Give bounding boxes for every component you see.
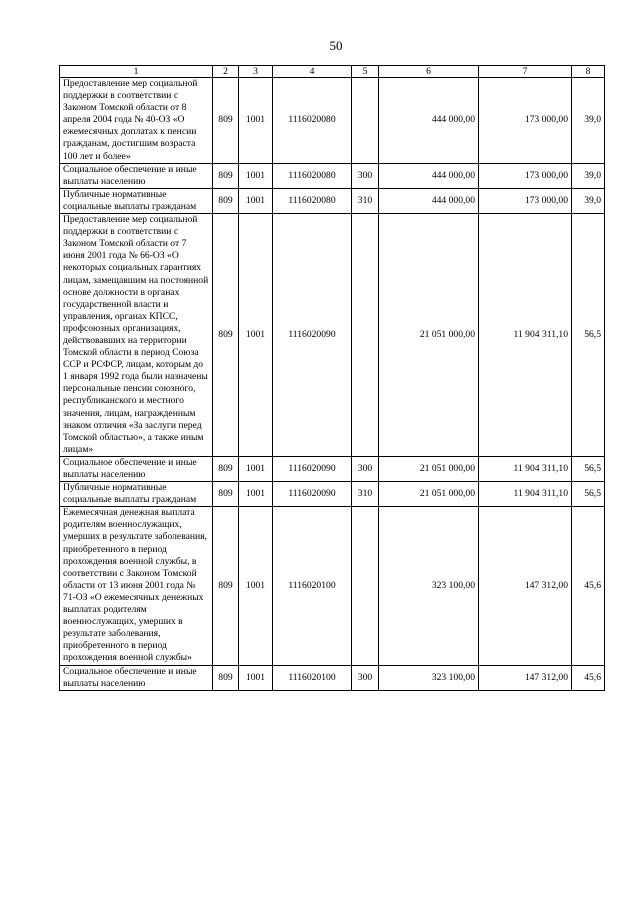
cell-c7: 147 312,00 [479, 507, 572, 665]
cell-c2: 809 [213, 482, 239, 507]
cell-c2: 809 [213, 188, 239, 213]
cell-c8: 39,0 [572, 163, 605, 188]
column-header: 5 [352, 66, 379, 78]
cell-c8: 39,0 [572, 78, 605, 164]
cell-c4: 1116020080 [273, 78, 352, 164]
cell-c5: 300 [352, 665, 379, 690]
cell-c6: 323 100,00 [379, 665, 479, 690]
cell-c7: 173 000,00 [479, 163, 572, 188]
table-row [60, 214, 605, 457]
cell-c4: 1116020090 [273, 482, 352, 507]
row-name: Социальное обеспечение и иные выплаты населению [60, 456, 213, 481]
cell-c8: 56,5 [572, 214, 605, 457]
cell-c8: 39,0 [572, 188, 605, 213]
page-number: 50 [329, 38, 343, 53]
cell-c6: 21 051 000,00 [379, 482, 479, 507]
cell-c5 [352, 78, 379, 164]
cell-c5 [352, 214, 379, 457]
cell-c8: 45,6 [572, 665, 605, 690]
cell-c5: 310 [352, 482, 379, 507]
cell-c3: 1001 [239, 163, 273, 188]
budget-table [59, 65, 605, 691]
cell-c2: 809 [213, 507, 239, 665]
cell-c3: 1001 [239, 482, 273, 507]
row-name: Публичные нормативные социальные выплаты гражданам [60, 482, 213, 507]
column-header: 1 [60, 66, 213, 78]
cell-c5: 300 [352, 163, 379, 188]
row-name: Ежемесячная денежная выплата родителям военнослужащих, умерших в результате заболевания, приобретенного в период прохождения военной службы, в соответствии с Законом Томской области от 13 июня 2001 года № 71-ОЗ «О ежемесячных денежных выплатах родителям военнослужащих, умерших в результате заболевания, приобретенного в период прохождения военной службы» [60, 507, 213, 665]
cell-c7: 11 904 311,10 [479, 214, 572, 457]
cell-c8: 56,5 [572, 482, 605, 507]
cell-c3: 1001 [239, 507, 273, 665]
column-header: 8 [572, 66, 605, 78]
cell-c5: 300 [352, 456, 379, 481]
table-header-row [60, 66, 605, 78]
cell-c6: 444 000,00 [379, 163, 479, 188]
cell-c7: 11 904 311,10 [479, 456, 572, 481]
cell-c5: 310 [352, 188, 379, 213]
cell-c6: 21 051 000,00 [379, 456, 479, 481]
cell-c4: 1116020090 [273, 214, 352, 457]
cell-c4: 1116020090 [273, 456, 352, 481]
cell-c5 [352, 507, 379, 665]
cell-c4: 1116020080 [273, 163, 352, 188]
cell-c6: 21 051 000,00 [379, 214, 479, 457]
table-row [60, 163, 605, 188]
row-name: Социальное обеспечение и иные выплаты населению [60, 665, 213, 690]
row-name: Предоставление мер социальной поддержки в соответствии с Законом Томской области от 7 июня 2001 года № 66-ОЗ «О некоторых социальных гарантиях лицам, замещавшим на постоянной основе должности в органах государственной власти и управления, органах КПСС, профсоюзных организациях, действовавших на территории Томской области в период Союза ССР и РСФСР, лицам, которым до 1 января 1992 года были назначены персональные пенсии союзного, республиканского и местного значения, лицам, награжденным знаком отличия «За заслуги перед Томской областью», а также иным лицам» [60, 214, 213, 457]
cell-c8: 56,5 [572, 456, 605, 481]
cell-c3: 1001 [239, 456, 273, 481]
cell-c2: 809 [213, 214, 239, 457]
cell-c4: 1116020080 [273, 188, 352, 213]
row-name: Социальное обеспечение и иные выплаты населению [60, 163, 213, 188]
cell-c3: 1001 [239, 665, 273, 690]
table-row [60, 665, 605, 690]
cell-c8: 45,6 [572, 507, 605, 665]
table-row [60, 188, 605, 213]
column-header: 7 [479, 66, 572, 78]
cell-c7: 11 904 311,10 [479, 482, 572, 507]
cell-c6: 323 100,00 [379, 507, 479, 665]
table-row [60, 456, 605, 481]
cell-c3: 1001 [239, 188, 273, 213]
cell-c4: 1116020100 [273, 665, 352, 690]
column-header: 4 [273, 66, 352, 78]
cell-c2: 809 [213, 78, 239, 164]
cell-c3: 1001 [239, 78, 273, 164]
row-name: Публичные нормативные социальные выплаты гражданам [60, 188, 213, 213]
cell-c2: 809 [213, 163, 239, 188]
cell-c3: 1001 [239, 214, 273, 457]
table-row [60, 482, 605, 507]
column-header: 2 [213, 66, 239, 78]
column-header: 6 [379, 66, 479, 78]
cell-c7: 173 000,00 [479, 188, 572, 213]
cell-c7: 173 000,00 [479, 78, 572, 164]
cell-c6: 444 000,00 [379, 188, 479, 213]
cell-c2: 809 [213, 456, 239, 481]
cell-c7: 147 312,00 [479, 665, 572, 690]
cell-c4: 1116020100 [273, 507, 352, 665]
column-header: 3 [239, 66, 273, 78]
row-name: Предоставление мер социальной поддержки в соответствии с Законом Томской области от 8 апреля 2004 года № 40-ОЗ «О ежемесячных доплатах к пенсии гражданам, достигшим возраста 100 лет и более» [60, 78, 213, 164]
table-row [60, 507, 605, 665]
cell-c2: 809 [213, 665, 239, 690]
table-row [60, 78, 605, 164]
cell-c6: 444 000,00 [379, 78, 479, 164]
